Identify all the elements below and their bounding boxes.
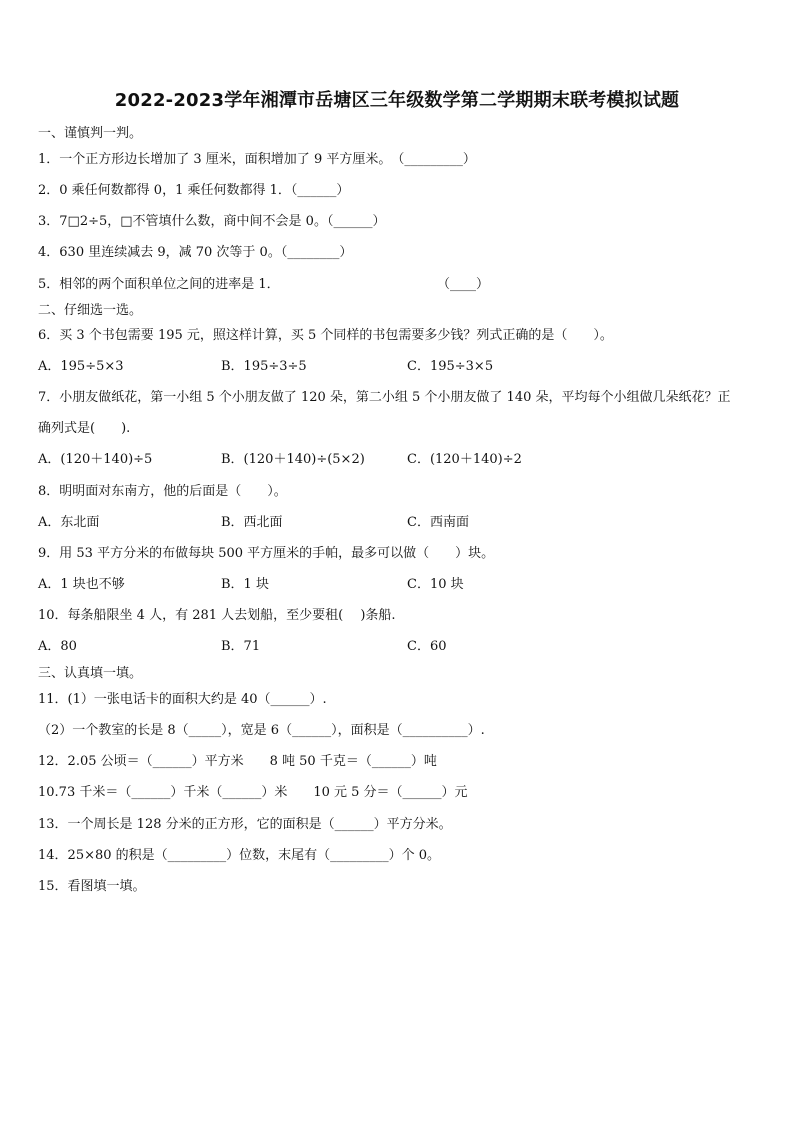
question-8-option-c: C．西南面 <box>407 515 469 530</box>
question-10-option-a: A．80 <box>38 639 77 654</box>
section-2-heading: 二、仔细选一选。 <box>38 303 143 318</box>
question-5-blank: （____） <box>437 277 490 292</box>
question-15: 15．看图填一填。 <box>38 879 146 894</box>
question-11-part-1: 11．(1）一张电话卡的面积大约是 40（______）. <box>38 692 327 707</box>
question-8-option-b: B．西北面 <box>221 515 283 530</box>
question-7-option-c: C．(120＋140)÷2 <box>407 452 522 467</box>
question-6-option-c: C．195÷3×5 <box>407 359 494 374</box>
section-3-heading: 三、认真填一填。 <box>38 666 143 681</box>
question-1: 1．一个正方形边长增加了 3 厘米，面积增加了 9 平方厘米。 （_________） <box>38 152 476 167</box>
question-10: 10．每条船限坐 4 人，有 281 人去划船，至少要租( )条船. <box>38 608 396 623</box>
question-9-option-b: B．1 块 <box>221 577 269 592</box>
question-5: 5．相邻的两个面积单位之间的进率是 1． <box>38 277 280 292</box>
question-10-option-b: B．71 <box>221 639 261 654</box>
question-6-option-b: B．195÷3÷5 <box>221 359 307 374</box>
question-9: 9．用 53 平方分米的布做每块 500 平方厘米的手帕，最多可以做（ ）块。 <box>38 546 495 561</box>
question-7-line-2: 确列式是( ). <box>38 421 131 436</box>
question-10-option-c: C．60 <box>407 639 447 654</box>
question-2: 2．0 乘任何数都得 0，1 乘任何数都得 1．（______） <box>38 183 350 198</box>
question-3: 3．7□2÷5，□不管填什么数，商中间不会是 0。（______） <box>38 214 386 229</box>
question-11-part-2: （2）一个教室的长是 8（_____），宽是 6（______），面积是（__________）. <box>38 723 485 738</box>
question-8: 8．明明面对东南方，他的后面是（ ）。 <box>38 484 287 499</box>
question-14: 14．25×80 的积是（_________）位数，末尾有（_________）个 0。 <box>38 848 441 863</box>
question-6: 6．买 3 个书包需要 195 元，照这样计算，买 5 个同样的书包需要多少钱？列式正确的是（ ）。 <box>38 328 613 343</box>
section-1-heading: 一、谨慎判一判。 <box>38 126 143 141</box>
question-13: 13．一个周长是 128 分米的正方形，它的面积是（______）平方分米。 <box>38 817 452 832</box>
question-7-option-a: A．(120＋140)÷5 <box>38 452 153 467</box>
question-12-line-1: 12．2.05 公顷＝（______）平方米 8 吨 50 千克＝（______）吨 <box>38 754 437 769</box>
question-8-option-a: A．东北面 <box>38 515 100 530</box>
question-7-line-1: 7．小朋友做纸花，第一小组 5 个小朋友做了 120 朵，第二小组 5 个小朋友做了 140 朵，平均每个小组做几朵纸花？正 <box>38 390 731 405</box>
question-12-line-2: 10.73 千米＝（______）千米（______）米 10 元 5 分＝（______）元 <box>38 785 468 800</box>
question-9-option-c: C．10 块 <box>407 577 464 592</box>
question-6-option-a: A．195÷5×3 <box>38 359 124 374</box>
page-title: 2022-2023学年湘潭市岳塘区三年级数学第二学期期末联考模拟试题 <box>114 90 680 111</box>
question-4: 4．630 里连续减去 9，减 70 次等于 0。（________） <box>38 245 353 260</box>
question-9-option-a: A．1 块也不够 <box>38 577 125 592</box>
question-7-option-b: B．(120＋140)÷(5×2) <box>221 452 365 467</box>
